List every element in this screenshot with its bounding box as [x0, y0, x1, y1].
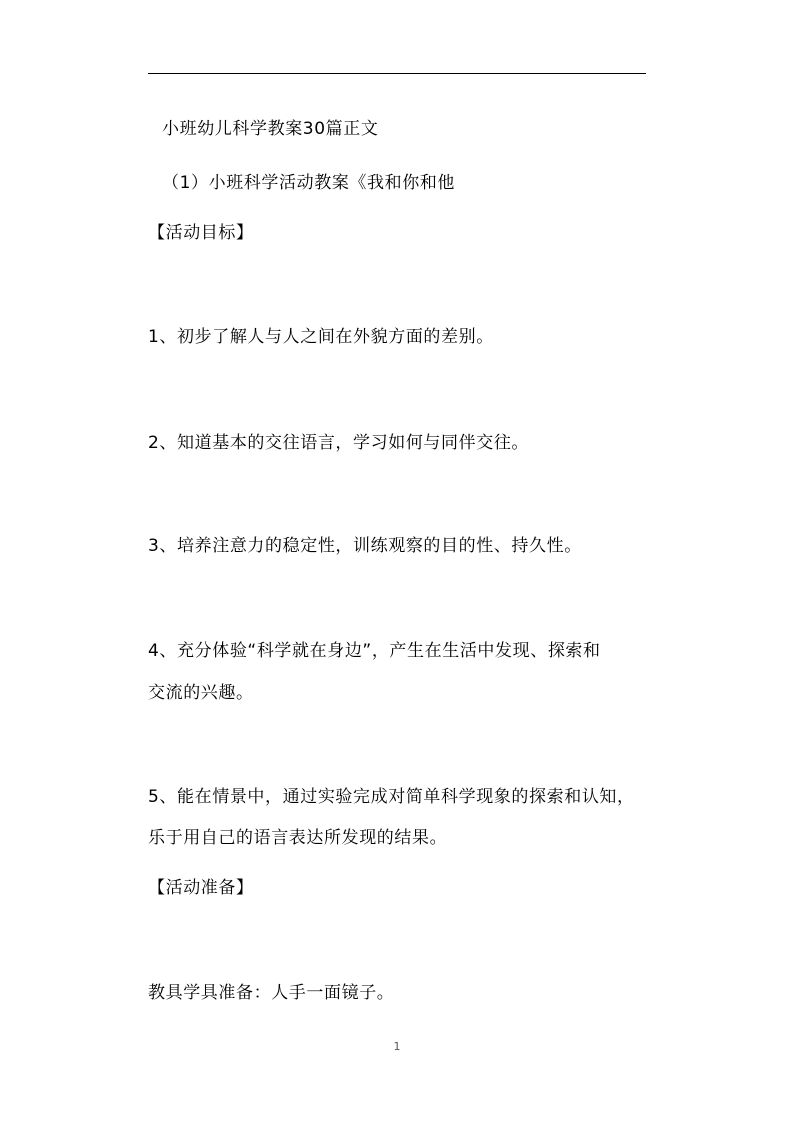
goal-item: 3、培养注意力的稳定性，训练观察的目的性、持久性。 [148, 536, 582, 556]
lesson-subtitle: （1）小班科学活动教案《我和你和他 [162, 173, 456, 193]
section-heading-goals: 【活动目标】 [148, 223, 254, 243]
page-number: 1 [393, 1040, 401, 1053]
goal-item: 2、知道基本的交往语言，学习如何与同伴交往。 [148, 433, 530, 453]
goal-item-continuation: 交流的兴趣。 [148, 683, 254, 703]
section-heading-preparation: 【活动准备】 [148, 878, 254, 898]
preparation-text: 教具学具准备：人手一面镜子。 [148, 983, 395, 1003]
goal-item: 1、初步了解人与人之间在外貌方面的差别。 [148, 327, 494, 347]
goal-item: 4、充分体验“科学就在身边”，产生在生活中发现、探索和 [148, 641, 601, 661]
header-rule [148, 73, 646, 74]
document-title: 小班幼儿科学教案30篇正文 [162, 119, 379, 139]
goal-item: 5、能在情景中，通过实验完成对简单科学现象的探索和认知， [148, 787, 635, 807]
goal-item-continuation: 乐于用自己的语言表达所发现的结果。 [148, 828, 448, 848]
